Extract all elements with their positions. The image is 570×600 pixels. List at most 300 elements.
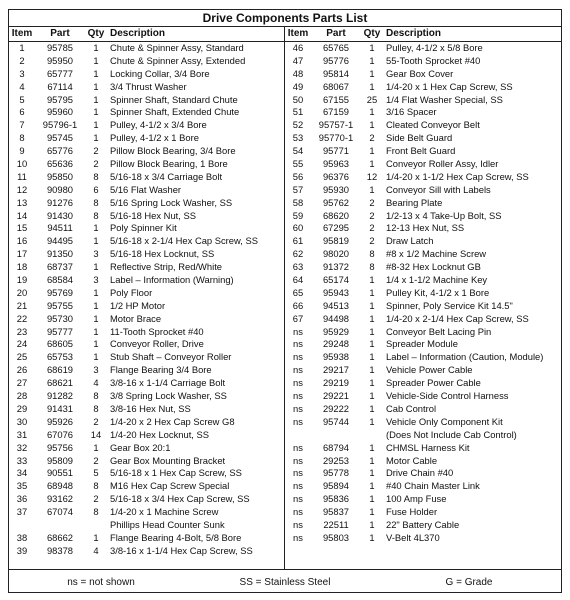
cell-item: 4 — [19, 80, 25, 92]
cell-description: Vehicle Power Cable — [386, 364, 473, 376]
cell-item: 48 — [292, 67, 304, 79]
cell-item: 33 — [16, 454, 28, 466]
cell-item: 23 — [16, 325, 28, 337]
table-row — [9, 222, 284, 235]
cell-item: 5 — [19, 93, 25, 105]
table-row — [285, 467, 561, 480]
cell-qty: 1 — [369, 183, 375, 195]
cell-qty: 8 — [369, 261, 375, 273]
cell-part: 95795 — [46, 93, 74, 105]
cell-part: 67074 — [46, 506, 74, 518]
cell-description: 5/16-18 x 1 Hex Cap Screw, SS — [110, 467, 242, 479]
cell-qty: 1 — [93, 42, 99, 53]
cell-description: 1/4 Flat Washer Special, SS — [386, 93, 503, 105]
cell-part: 95777 — [46, 325, 74, 337]
table-row — [285, 210, 561, 223]
table-row — [285, 184, 561, 197]
cell-part: 91431 — [46, 402, 74, 414]
table-row — [9, 145, 284, 158]
cell-item: 54 — [292, 145, 304, 157]
table-row — [9, 338, 284, 351]
cell-qty: 1 — [93, 261, 99, 273]
cell-part: 95744 — [322, 415, 350, 427]
table-row — [9, 197, 284, 210]
cell-item: 35 — [16, 480, 28, 492]
cell-item: 37 — [16, 506, 28, 518]
cell-part: 95778 — [322, 467, 350, 479]
table-title: Drive Components Parts List — [9, 10, 561, 27]
table-row — [9, 184, 284, 197]
cell-description: Pillow Block Bearing, 3/4 Bore — [110, 145, 236, 157]
table-row — [9, 364, 284, 377]
cell-item: ns — [293, 531, 303, 543]
cell-part: 95963 — [322, 158, 350, 170]
cell-qty: 2 — [93, 158, 99, 170]
cell-qty: 8 — [93, 402, 99, 414]
cell-description — [383, 416, 561, 442]
cell-qty: 1 — [93, 54, 99, 66]
cell-description: M16 Hex Cap Screw Special — [110, 480, 230, 492]
cell-qty: 8 — [93, 170, 99, 182]
cell-part: 29222 — [322, 402, 350, 414]
table-row — [9, 416, 284, 429]
table-row — [285, 480, 561, 493]
cell-description: Reflective Strip, Red/White — [110, 261, 223, 273]
cell-qty: 1 — [369, 106, 375, 118]
table-row — [9, 94, 284, 107]
cell-qty: 1 — [93, 132, 99, 144]
cell-description: Poly Floor — [110, 286, 153, 298]
cell-qty: 1 — [93, 235, 99, 247]
cell-qty: 1 — [93, 441, 99, 453]
cell-part: 95803 — [322, 531, 350, 543]
cell-qty: 1 — [369, 454, 375, 466]
table-row — [285, 145, 561, 158]
cell-item: 11 — [17, 170, 27, 182]
cell-qty: 8 — [93, 196, 99, 208]
cell-description: 1/2-13 x 4 Take-Up Bolt, SS — [386, 209, 502, 221]
cell-description: Cleated Conveyor Belt — [386, 119, 480, 131]
table-row — [285, 326, 561, 339]
table-row — [9, 326, 284, 339]
cell-qty: 1 — [93, 286, 99, 298]
cell-item: 50 — [292, 93, 304, 105]
cell-qty: 1 — [369, 493, 375, 505]
cell-qty: 5 — [93, 467, 99, 479]
cell-part: 95894 — [322, 480, 350, 492]
legend-ns: ns = not shown — [67, 576, 135, 588]
header-description: Description — [386, 28, 442, 39]
left-header-row — [9, 27, 284, 42]
description-line: 1/4-20 x 1 Machine Screw — [110, 506, 219, 518]
cell-description: Spinner Shaft, Extended Chute — [110, 106, 240, 118]
cell-item: 18 — [16, 261, 28, 273]
cell-item: 8 — [19, 132, 25, 144]
table-row — [285, 313, 561, 326]
cell-item: 19 — [16, 274, 28, 286]
cell-qty: 2 — [369, 132, 375, 144]
cell-description: Pillow Block Bearing, 1 Bore — [110, 158, 228, 170]
cell-description: 5/16-18 x 3/4 Hex Cap Screw, SS — [110, 493, 250, 505]
table-row — [9, 261, 284, 274]
cell-item: 34 — [16, 467, 28, 479]
cell-item: 36 — [16, 493, 28, 505]
cell-qty: 1 — [369, 312, 375, 324]
cell-part: 95929 — [322, 325, 350, 337]
cell-part: 96376 — [322, 170, 350, 182]
cell-item: 28 — [16, 390, 28, 402]
cell-item: 52 — [292, 119, 304, 131]
cell-qty: 1 — [369, 80, 375, 92]
table-row — [285, 519, 561, 532]
cell-qty: 1 — [369, 54, 375, 66]
cell-part: 94513 — [322, 299, 350, 311]
cell-description: #8-32 Hex Locknut GB — [386, 261, 481, 273]
cell-description: Chute & Spinner Assy, Extended — [110, 54, 246, 66]
cell-part: 65636 — [46, 158, 74, 170]
cell-item: 67 — [292, 312, 304, 324]
cell-part: 94498 — [322, 312, 350, 324]
left-column-group — [9, 27, 285, 569]
table-row — [9, 455, 284, 468]
cell-description: Front Belt Guard — [386, 145, 456, 157]
cell-description: 12-13 Hex Nut, SS — [386, 222, 465, 234]
cell-qty: 1 — [369, 402, 375, 414]
cell-qty: 2 — [93, 454, 99, 466]
table-row — [9, 300, 284, 313]
cell-qty: 1 — [93, 338, 99, 350]
cell-description — [107, 506, 284, 532]
cell-qty: 4 — [93, 544, 99, 556]
cell-description: Cab Control — [386, 402, 437, 414]
cell-part: 95836 — [322, 493, 350, 505]
cell-description: 1/4-20 Hex Locknut, SS — [110, 428, 210, 440]
table-row — [9, 403, 284, 416]
cell-description: 100 Amp Fuse — [386, 493, 447, 505]
cell-part: 91282 — [46, 390, 74, 402]
cell-qty: 2 — [93, 493, 99, 505]
header-item: Item — [287, 28, 309, 39]
table-row — [285, 390, 561, 403]
cell-description: Conveyor Roller Assy, Idler — [386, 158, 499, 170]
cell-item: 22 — [16, 312, 28, 324]
cell-description: 5/16-18 x 3/4 Carriage Bolt — [110, 170, 223, 182]
cell-item: 63 — [292, 261, 304, 273]
legend-grade: G = Grade — [445, 576, 493, 588]
right-rows — [285, 42, 561, 545]
cell-part: 95755 — [46, 299, 74, 311]
cell-qty: 8 — [93, 390, 99, 402]
table-row — [9, 171, 284, 184]
cell-part: 65777 — [46, 67, 74, 79]
cell-description: Motor Cable — [386, 454, 438, 466]
table-row — [285, 300, 561, 313]
parts-list-table — [8, 9, 562, 593]
cell-part: 65753 — [46, 351, 74, 363]
table-row — [9, 68, 284, 81]
cell-part: 68584 — [46, 274, 74, 286]
cell-part: 65765 — [322, 42, 350, 53]
cell-part: 65776 — [46, 145, 74, 157]
table-row — [285, 222, 561, 235]
cell-item: 1 — [19, 42, 25, 53]
cell-item: 16 — [16, 235, 28, 247]
cell-part: 68621 — [46, 377, 74, 389]
cell-item: 9 — [19, 145, 25, 157]
table-row — [9, 210, 284, 223]
cell-item: 12 — [16, 183, 28, 195]
legend-footer — [9, 569, 561, 594]
cell-qty: 1 — [93, 531, 99, 543]
cell-qty: 3 — [93, 248, 99, 260]
cell-description: 3/8 Spring Lock Washer, SS — [110, 390, 227, 402]
cell-description: 3/8-16 x 1-1/4 Hex Cap Screw, SS — [110, 544, 253, 556]
table-columns — [9, 27, 561, 569]
cell-description: CHMSL Harness Kit — [386, 441, 470, 453]
cell-qty: 1 — [369, 415, 375, 427]
cell-part: 95926 — [46, 415, 74, 427]
cell-item: 29 — [16, 402, 28, 414]
cell-qty: 1 — [369, 480, 375, 492]
cell-part: 68619 — [46, 364, 74, 376]
cell-description: Motor Brace — [110, 312, 162, 324]
table-row — [9, 506, 284, 532]
cell-item: 58 — [292, 196, 304, 208]
cell-item: 10 — [16, 158, 28, 170]
cell-item: 27 — [16, 377, 28, 389]
table-row — [285, 493, 561, 506]
table-row — [285, 338, 561, 351]
table-row — [285, 171, 561, 184]
cell-item: 55 — [292, 158, 304, 170]
cell-item: 51 — [292, 106, 304, 118]
cell-item: 26 — [16, 364, 28, 376]
cell-part: 95850 — [46, 170, 74, 182]
cell-qty: 2 — [369, 235, 375, 247]
cell-part: 67159 — [322, 106, 350, 118]
table-row — [9, 480, 284, 493]
cell-part: 94495 — [46, 235, 74, 247]
cell-description: Flange Bearing 3/4 Bore — [110, 364, 212, 376]
header-qty: Qty — [87, 28, 105, 39]
cell-item: ns — [293, 467, 303, 479]
table-row — [9, 287, 284, 300]
header-part: Part — [326, 28, 346, 39]
cell-qty: 8 — [93, 480, 99, 492]
cell-part: 67155 — [322, 93, 350, 105]
cell-item: 60 — [292, 222, 304, 234]
cell-item: 7 — [19, 119, 25, 131]
cell-description: 5/16-18 Hex Nut, SS — [110, 209, 196, 221]
cell-part: 90980 — [46, 183, 74, 195]
cell-part: 95938 — [322, 351, 350, 363]
cell-description: Spreader Module — [386, 338, 458, 350]
cell-part: 68948 — [46, 480, 74, 492]
cell-qty: 1 — [369, 518, 375, 530]
cell-part: 29248 — [322, 338, 350, 350]
cell-qty: 1 — [93, 119, 99, 131]
cell-description: Spinner, Poly Service Kit 14.5" — [386, 299, 513, 311]
cell-part: 68794 — [322, 441, 350, 453]
cell-item: 65 — [292, 286, 304, 298]
cell-description: 5/16 Flat Washer — [110, 183, 182, 195]
cell-qty: 1 — [369, 531, 375, 543]
cell-qty: 3 — [93, 274, 99, 286]
cell-part: 94511 — [47, 222, 73, 234]
table-row — [9, 429, 284, 442]
cell-description: Gear Box Mounting Bracket — [110, 454, 226, 466]
cell-item: 49 — [292, 80, 304, 92]
table-row — [9, 42, 284, 55]
cell-qty: 2 — [369, 209, 375, 221]
cell-description: 11-Tooth Sprocket #40 — [110, 325, 204, 337]
cell-qty: 1 — [369, 119, 375, 131]
table-row — [285, 455, 561, 468]
cell-qty: 1 — [93, 351, 99, 363]
table-row — [285, 532, 561, 545]
cell-part: 29253 — [322, 454, 350, 466]
table-row — [285, 287, 561, 300]
cell-description: Pulley, 4-1/2 x 1 Bore — [110, 132, 199, 144]
cell-part: 95819 — [322, 235, 350, 247]
table-row — [9, 158, 284, 171]
cell-description: 3/16 Spacer — [386, 106, 437, 118]
cell-qty: 1 — [369, 42, 375, 53]
cell-description: Spreader Power Cable — [386, 377, 481, 389]
cell-part: 67295 — [322, 222, 350, 234]
cell-item: ns — [293, 377, 303, 389]
cell-qty: 1 — [369, 325, 375, 337]
cell-qty: 1 — [369, 351, 375, 363]
cell-qty: 1 — [93, 299, 99, 311]
table-row — [285, 42, 561, 55]
cell-item: 6 — [19, 106, 25, 118]
cell-item: 56 — [292, 170, 304, 182]
cell-part: 29219 — [322, 377, 350, 389]
cell-item: 53 — [292, 132, 304, 144]
legend-ss: SS = Stainless Steel — [239, 576, 331, 588]
cell-qty: 2 — [369, 196, 375, 208]
table-row — [9, 106, 284, 119]
cell-description: #8 x 1/2 Machine Screw — [386, 248, 487, 260]
cell-item: 64 — [292, 274, 304, 286]
cell-item: ns — [293, 338, 303, 350]
cell-qty: 1 — [93, 93, 99, 105]
table-row — [285, 119, 561, 132]
cell-item: 59 — [292, 209, 304, 221]
cell-part: 68737 — [46, 261, 74, 273]
cell-qty: 1 — [93, 222, 99, 234]
cell-item: ns — [293, 351, 303, 363]
cell-part: 95809 — [46, 454, 74, 466]
cell-part: 68662 — [46, 531, 74, 543]
cell-part: 98020 — [322, 248, 350, 260]
cell-qty: 1 — [93, 67, 99, 79]
cell-part: 91350 — [46, 248, 74, 260]
table-row — [9, 377, 284, 390]
cell-qty: 1 — [369, 390, 375, 402]
cell-description: Gear Box Cover — [386, 67, 454, 79]
table-row — [285, 132, 561, 145]
table-row — [9, 467, 284, 480]
cell-description: 1/4-20 x 1-1/2 Hex Cap Screw, SS — [386, 170, 529, 182]
table-row — [285, 506, 561, 519]
cell-qty: 1 — [93, 325, 99, 337]
table-row — [9, 313, 284, 326]
cell-item: 32 — [16, 441, 28, 453]
header-description: Description — [110, 28, 166, 39]
table-row — [285, 274, 561, 287]
cell-description: Side Belt Guard — [386, 132, 453, 144]
cell-part: 91430 — [46, 209, 74, 221]
cell-part: 95930 — [322, 183, 350, 195]
table-row — [285, 364, 561, 377]
cell-part: 67114 — [47, 80, 73, 92]
table-row — [285, 55, 561, 68]
cell-qty: 2 — [369, 222, 375, 234]
cell-qty: 1 — [369, 145, 375, 157]
cell-description: 1/4-20 x 2-1/4 Hex Cap Screw, SS — [386, 312, 529, 324]
table-row — [9, 55, 284, 68]
table-row — [9, 248, 284, 261]
cell-description: Locking Collar, 3/4 Bore — [110, 67, 210, 79]
cell-qty: 1 — [369, 441, 375, 453]
cell-description: 3/4 Thrust Washer — [110, 80, 187, 92]
cell-part: 29221 — [322, 390, 350, 402]
cell-description: 1/2 HP Motor — [110, 299, 166, 311]
cell-part: 22511 — [323, 518, 349, 530]
cell-part: 95837 — [322, 506, 350, 518]
table-row — [285, 416, 561, 442]
cell-qty: 1 — [369, 377, 375, 389]
cell-item: 13 — [16, 196, 28, 208]
table-row — [285, 442, 561, 455]
cell-qty: 1 — [369, 274, 375, 286]
cell-item: 38 — [16, 531, 28, 543]
table-row — [285, 248, 561, 261]
cell-item: 20 — [16, 286, 28, 298]
cell-qty: 1 — [93, 80, 99, 92]
cell-item: ns — [293, 506, 303, 518]
cell-description: 22" Battery Cable — [386, 518, 460, 530]
cell-item: 17 — [16, 248, 28, 260]
cell-description: 3/8-16 x 1-1/4 Carriage Bolt — [110, 377, 226, 389]
cell-qty: 1 — [369, 467, 375, 479]
cell-description: Vehicle-Side Control Harness — [386, 390, 509, 402]
cell-item: ns — [293, 415, 303, 427]
cell-description: Conveyor Sill with Labels — [386, 183, 491, 195]
cell-item: ns — [293, 454, 303, 466]
cell-part: 95757-1 — [318, 119, 354, 131]
cell-item: 15 — [16, 222, 28, 234]
cell-part: 95770-1 — [318, 132, 354, 144]
cell-item: ns — [293, 364, 303, 376]
header-part: Part — [50, 28, 70, 39]
table-row — [9, 390, 284, 403]
cell-item: 31 — [16, 428, 28, 440]
cell-item: 25 — [16, 351, 28, 363]
cell-description: Bearing Plate — [386, 196, 443, 208]
cell-qty: 1 — [369, 338, 375, 350]
cell-description: Stub Shaft – Conveyor Roller — [110, 351, 232, 363]
cell-part: 68605 — [46, 338, 74, 350]
cell-item: ns — [293, 441, 303, 453]
cell-qty: 1 — [369, 299, 375, 311]
cell-qty: 1 — [369, 67, 375, 79]
cell-part: 67076 — [46, 428, 74, 440]
cell-qty: 2 — [93, 145, 99, 157]
cell-description: 1/4-20 x 2 Hex Cap Screw G8 — [110, 415, 235, 427]
